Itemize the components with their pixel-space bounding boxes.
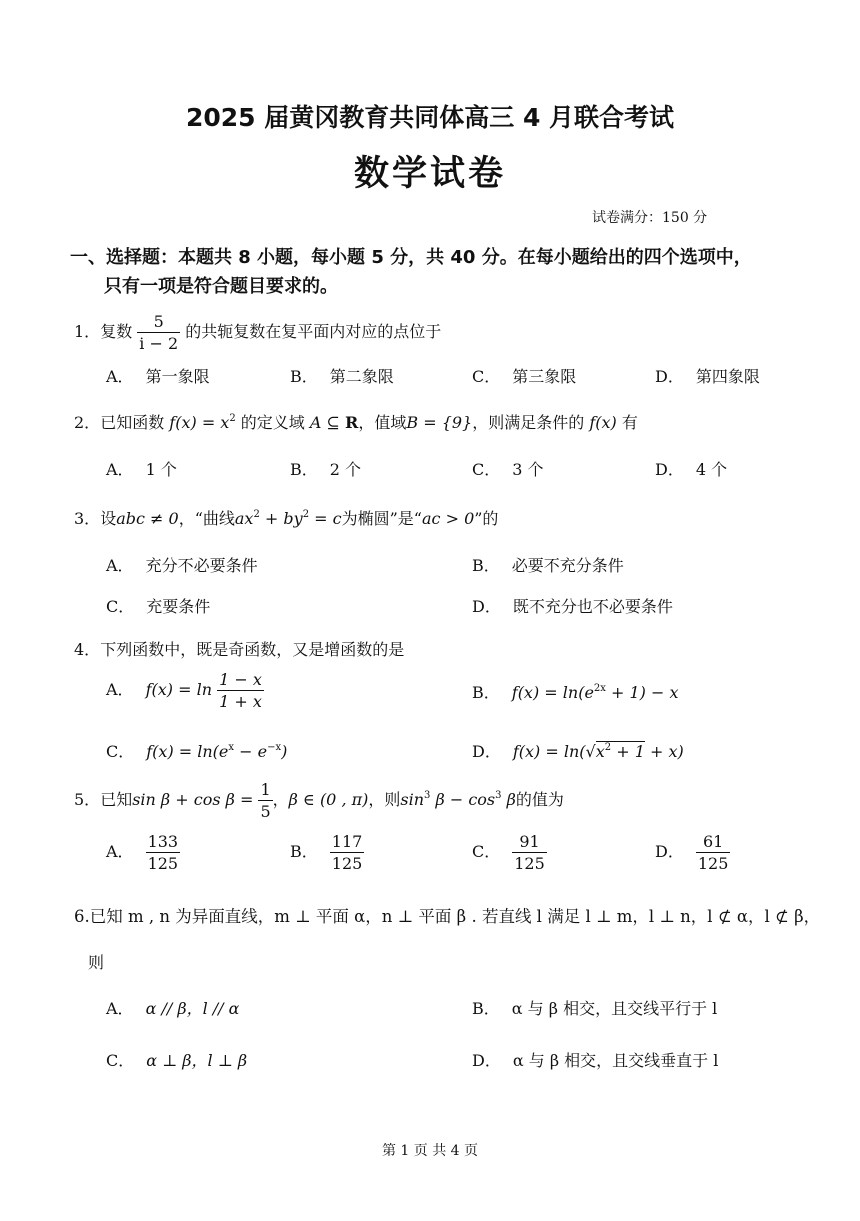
q3-math: = c: [309, 509, 342, 528]
q5-fraction-den: 5: [260, 802, 271, 821]
option-label: C．: [472, 367, 501, 386]
option-num: 61: [702, 832, 724, 851]
q2-text: ，值域: [358, 413, 407, 432]
subject-title: 数学试卷: [353, 154, 506, 194]
q6-option-c: [106, 1048, 247, 1071]
q3-sup: 2: [302, 509, 310, 520]
q5-option-c: [472, 832, 547, 873]
option-fraction: [696, 832, 731, 873]
option-label: A．: [106, 556, 134, 575]
q1-option-a: [106, 364, 210, 387]
option-label: B．: [472, 556, 500, 575]
question-2: [74, 410, 638, 433]
q4-d-math: x: [595, 742, 605, 761]
page-number: 第 1 页 共 4 页: [381, 1143, 479, 1159]
option-label: C．: [106, 742, 135, 761]
q4-d-sup: 2: [604, 742, 612, 753]
q4-c-math: f(x) = ln(e: [146, 742, 229, 761]
q5-text: ，则: [368, 790, 401, 809]
q4-b-math: f(x) = ln(e: [511, 683, 594, 702]
q3-option-a: [106, 553, 258, 576]
q4-c-math: ): [281, 742, 288, 761]
option-text: 第三象限: [512, 367, 577, 386]
option-label: C．: [106, 1051, 135, 1070]
q4-option-a: [106, 670, 264, 711]
q1-fraction-den: i − 2: [139, 334, 179, 353]
question-number: 5．: [74, 790, 101, 809]
option-text: 充要条件: [146, 597, 211, 616]
option-den: 125: [147, 854, 179, 873]
q4-c-sup: x: [228, 742, 235, 753]
q6-text-line1: 已知 m , n 为异面直线，m ⊥ 平面 α，n ⊥ 平面 β . 若直线 l 满足 l ⊥ m，l ⊥ n，l ⊄ α，l ⊄ β，: [89, 907, 821, 926]
option-label: C．: [472, 842, 501, 861]
q3-text: 设: [100, 509, 117, 528]
q5-fraction-num: 1: [260, 780, 271, 799]
q3-text: ”的: [474, 509, 499, 528]
q5-sup: 3: [424, 790, 431, 801]
question-6: [74, 903, 820, 927]
q4-option-c: [106, 739, 287, 762]
q4-c-sup: −x: [267, 742, 282, 753]
q1-option-b: [290, 364, 394, 387]
q5-math: sin β + cos β =: [132, 790, 259, 809]
q1-fraction: [137, 312, 180, 353]
option-label: B．: [290, 460, 318, 479]
q5-fraction: [258, 780, 272, 821]
option-label: D．: [655, 367, 684, 386]
q4-b-sup: 2x: [593, 683, 606, 694]
q4-a-math: f(x) = ln: [145, 680, 212, 699]
q3-text: ，“曲线: [178, 509, 235, 528]
q5-text: ，: [272, 790, 289, 809]
option-label: A．: [106, 999, 134, 1018]
q2-option-b: [290, 457, 361, 480]
q5-option-b: [290, 832, 364, 873]
q2-option-a: [106, 457, 177, 480]
q4-option-d: [472, 739, 684, 762]
q4-a-num: 1 − x: [219, 670, 262, 689]
q5-math: β ∈ (0 , π): [288, 790, 369, 809]
option-den: 125: [331, 854, 363, 873]
option-text: 必要不充分条件: [511, 556, 624, 575]
option-label: A．: [106, 842, 134, 861]
q4-d-math: + x): [644, 742, 684, 761]
q3-option-c: [106, 594, 210, 617]
q2-math: B = {9}: [406, 413, 473, 432]
option-text: α 与 β 相交，且交线垂直于 l: [512, 1051, 719, 1070]
q5-text: 已知: [100, 790, 133, 809]
q2-option-d: [655, 457, 727, 480]
option-text: α ⊥ β，l ⊥ β: [146, 1051, 248, 1070]
q3-option-b: [472, 553, 624, 576]
option-num: 117: [331, 832, 363, 851]
option-text: α // β，l // α: [145, 999, 240, 1018]
question-number: 1．: [74, 322, 101, 341]
question-number: 3．: [74, 509, 101, 528]
q6-option-b: [472, 996, 717, 1019]
question-1: [74, 312, 441, 353]
sqrt-sign: √: [585, 742, 596, 761]
option-fraction: [330, 832, 365, 873]
option-text: 4 个: [695, 460, 728, 479]
option-label: A．: [106, 367, 134, 386]
q3-math: ax: [234, 509, 254, 528]
option-label: D．: [655, 460, 684, 479]
option-label: A．: [106, 460, 134, 479]
option-label: D．: [472, 742, 501, 761]
option-label: D．: [655, 842, 684, 861]
q2-text: 已知函数: [100, 413, 165, 432]
option-text: 第一象限: [145, 367, 210, 386]
q3-math: + by: [259, 509, 303, 528]
q3-option-d: [472, 594, 673, 617]
q4-c-math: − e: [234, 742, 268, 761]
option-text: 第二象限: [329, 367, 394, 386]
option-den: 125: [697, 854, 729, 873]
q2-math: f(x): [589, 413, 617, 432]
option-label: C．: [106, 597, 135, 616]
q6-option-d: [472, 1048, 718, 1071]
q4-a-fraction: [217, 670, 264, 711]
option-num: 91: [519, 832, 540, 851]
q2-text: 有: [621, 413, 638, 432]
q5-math: β − cos: [430, 790, 496, 809]
option-label: B．: [290, 842, 318, 861]
exam-title: 2025 届黄冈教育共同体高三 4 月联合考试: [185, 103, 675, 132]
q2-option-c: [472, 457, 544, 480]
q2-text: ，则满足条件的: [472, 413, 585, 432]
q1-fraction-num: 5: [153, 312, 164, 331]
question-5: [74, 780, 564, 821]
q6-text-line2: 则: [88, 953, 105, 972]
option-text: 1 个: [145, 460, 177, 479]
option-den: 125: [514, 854, 545, 873]
q5-option-d: [655, 832, 730, 873]
q2-real-set: R: [345, 413, 359, 432]
q1-option-c: [472, 364, 576, 387]
section-heading-line1: 一、选择题：本题共 8 小题，每小题 5 分，共 40 分。在每小题给出的四个选项中，: [70, 247, 752, 268]
q1-text-post: 的共轭复数在复平面内对应的点位于: [185, 322, 442, 341]
option-label: B．: [472, 683, 500, 702]
q3-sup: 2: [253, 509, 260, 520]
question-number: 4．: [74, 640, 101, 659]
option-label: B．: [290, 367, 318, 386]
option-label: D．: [472, 597, 501, 616]
option-label: B．: [472, 999, 500, 1018]
q1-text-pre: 复数: [100, 322, 133, 341]
q4-a-den: 1 + x: [219, 692, 262, 711]
q4-text: 下列函数中，既是奇函数，又是增函数的是: [100, 640, 405, 659]
q5-text: 的值为: [515, 790, 564, 809]
option-text: 2 个: [329, 460, 362, 479]
option-fraction: [512, 832, 547, 873]
q2-math: A ⊆: [309, 413, 346, 432]
option-num: 133: [147, 832, 179, 851]
q4-d-math: f(x) = ln(: [512, 742, 586, 761]
q1-option-d: [655, 364, 760, 387]
question-number: 6.: [74, 907, 90, 926]
q6-option-a: [106, 996, 239, 1019]
q5-option-a: [106, 832, 180, 873]
option-text: 既不充分也不必要条件: [512, 597, 673, 616]
q5-math: β: [501, 790, 516, 809]
option-label: A．: [106, 680, 134, 699]
option-text: α 与 β 相交，且交线平行于 l: [511, 999, 718, 1018]
q3-math: ac > 0: [421, 509, 475, 528]
option-label: C．: [472, 460, 501, 479]
question-3: [74, 506, 498, 529]
question-number: 2．: [74, 413, 101, 432]
q3-math: abc ≠ 0: [116, 509, 179, 528]
sqrt-radicand: [596, 741, 645, 761]
option-label: D．: [472, 1051, 501, 1070]
q2-sup: 2: [229, 413, 236, 424]
q2-math: f(x) = x: [169, 413, 230, 432]
q4-d-math: + 1: [611, 742, 645, 761]
option-text: 第四象限: [695, 367, 760, 386]
q4-b-math: + 1) − x: [605, 683, 679, 702]
option-fraction: [146, 832, 181, 873]
option-text: 3 个: [512, 460, 544, 479]
q2-text: 的定义域: [240, 413, 305, 432]
q4-option-b: [472, 680, 679, 703]
section-heading-line2: 只有一项是符合题目要求的。: [104, 276, 338, 297]
full-score: 试卷满分：150 分: [592, 210, 708, 226]
q5-math: sin: [400, 790, 425, 809]
option-text: 充分不必要条件: [145, 556, 258, 575]
q3-text: 为椭圆”是“: [341, 509, 422, 528]
q5-sup: 3: [495, 790, 502, 801]
question-4: [74, 637, 404, 660]
